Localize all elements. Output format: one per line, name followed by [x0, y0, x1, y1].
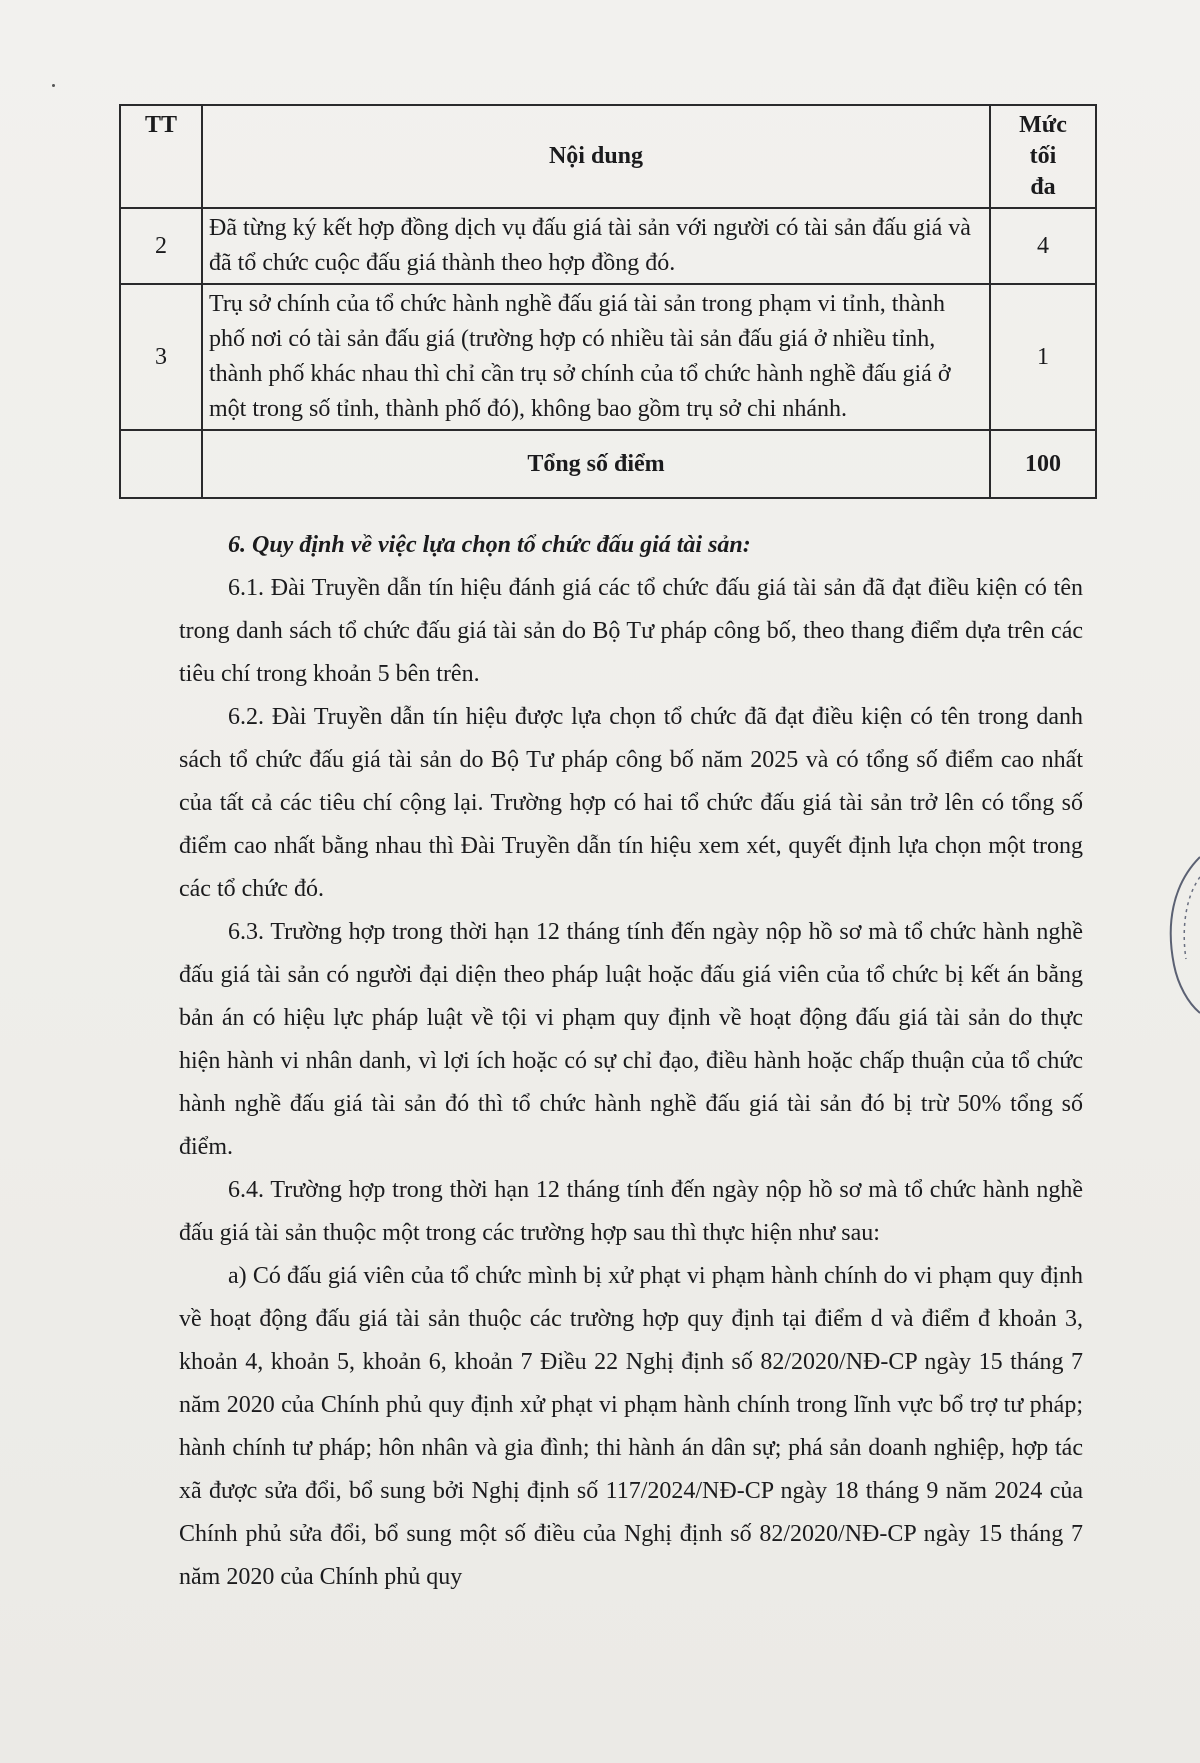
- row-number: 3: [120, 284, 202, 430]
- section-heading: 6. Quy định về việc lựa chọn tổ chức đấu giá tài sản:: [228, 532, 751, 558]
- paragraph-6-4: 6.4. Trường hợp trong thời hạn 12 tháng tính đến ngày nộp hồ sơ mà tổ chức hành nghề đấu giá tài sản thuộc một trong các trường hợp sau thì thực hiện như sau:: [179, 1177, 1083, 1246]
- column-header-tt: TT: [120, 105, 202, 208]
- row-content: Trụ sở chính của tổ chức hành nghề đấu giá tài sản trong phạm vi tỉnh, thành phố nơi có tài sản đấu giá (trường hợp có nhiều tài sản đấu giá ở nhiều tỉnh, thành phố khác nhau thì chỉ cần trụ sở chính của tổ chức hành nghề đấu giá ở một trong số tỉnh, thành phố đó), không bao gồm trụ sở chi nhánh.: [202, 284, 990, 430]
- row-content: Đã từng ký kết hợp đồng dịch vụ đấu giá tài sản với người có tài sản đấu giá và đã tổ chức cuộc đấu giá thành theo hợp đồng đó.: [202, 208, 990, 284]
- table-row: [120, 284, 1096, 430]
- document-body: [179, 524, 1083, 1599]
- total-value: 100: [990, 430, 1096, 498]
- paragraph-6-4-a: a) Có đấu giá viên của tổ chức mình bị xử phạt vi phạm hành chính do vi phạm quy định về hoạt động đấu giá tài sản thuộc các trường hợp quy định tại điểm d và điểm đ khoản 3, khoản 4, khoản 5, khoản 6, khoản 7 Điều 22 Nghị định số 82/2020/NĐ-CP ngày 15 tháng 7 năm 2020 của Chính phủ quy định xử phạt vi phạm hành chính trong lĩnh vực bổ trợ tư pháp; hành chính tư pháp; hôn nhân và gia đình; thi hành án dân sự; phá sản doanh nghiệp, hợp tác xã được sửa đổi, bổ sung bởi Nghị định số 117/2024/NĐ-CP ngày 18 tháng 9 năm 2024 của Chính phủ sửa đổi, bổ sung một số điều của Nghị định số 82/2020/NĐ-CP ngày 15 tháng 7 năm 2020 của Chính phủ quy: [179, 1263, 1083, 1590]
- max-score-header-line: đa: [1030, 174, 1056, 200]
- max-score-header-line: Mức: [1019, 112, 1067, 138]
- paragraph-6-2: 6.2. Đài Truyền dẫn tín hiệu được lựa chọn tổ chức đã đạt điều kiện có tên trong danh sách tổ chức đấu giá tài sản do Bộ Tư pháp công bố năm 2025 và có tổng số điểm cao nhất của tất cả các tiêu chí cộng lại. Trường hợp có hai tổ chức đấu giá tài sản trở lên có tổng số điểm cao nhất bằng nhau thì Đài Truyền dẫn tín hiệu xem xét, quyết định lựa chọn một trong các tổ chức đó.: [179, 704, 1083, 902]
- margin-speck: [52, 84, 55, 87]
- scoring-criteria-table: [119, 104, 1097, 499]
- row-number: 2: [120, 208, 202, 284]
- paragraph-6-3: 6.3. Trường hợp trong thời hạn 12 tháng tính đến ngày nộp hồ sơ mà tổ chức hành nghề đấu giá tài sản có người đại diện theo pháp luật hoặc đấu giá viên của tổ chức bị kết án bằng bản án có hiệu lực pháp luật về tội vi phạm quy định về hoạt động đấu giá tài sản do thực hiện hành vi nhân danh, vì lợi ích hoặc có sự chỉ đạo, điều hành hoặc chấp thuận của tổ chức hành nghề đấu giá tài sản đó thì tổ chức hành nghề đấu giá tài sản đó bị trừ 50% tổng số điểm.: [179, 919, 1083, 1160]
- column-header-content: Nội dung: [202, 105, 990, 208]
- total-empty-cell: [120, 430, 202, 498]
- paragraph-6-1: 6.1. Đài Truyền dẫn tín hiệu đánh giá các tổ chức đấu giá tài sản đã đạt điều kiện có tên trong danh sách tổ chức đấu giá tài sản do Bộ Tư pháp công bố, theo thang điểm dựa trên các tiêu chí trong khoản 5 bên trên.: [179, 575, 1083, 687]
- max-score-header-line: tối: [1029, 143, 1057, 169]
- table-row: [120, 208, 1096, 284]
- column-header-max-score: [990, 105, 1096, 208]
- row-max-score: 4: [990, 208, 1096, 284]
- stamp-edge-mark: [1160, 855, 1200, 1015]
- total-label: Tổng số điểm: [202, 430, 990, 498]
- table-header-row: [120, 105, 1096, 208]
- row-max-score: 1: [990, 284, 1096, 430]
- table-total-row: [120, 430, 1096, 498]
